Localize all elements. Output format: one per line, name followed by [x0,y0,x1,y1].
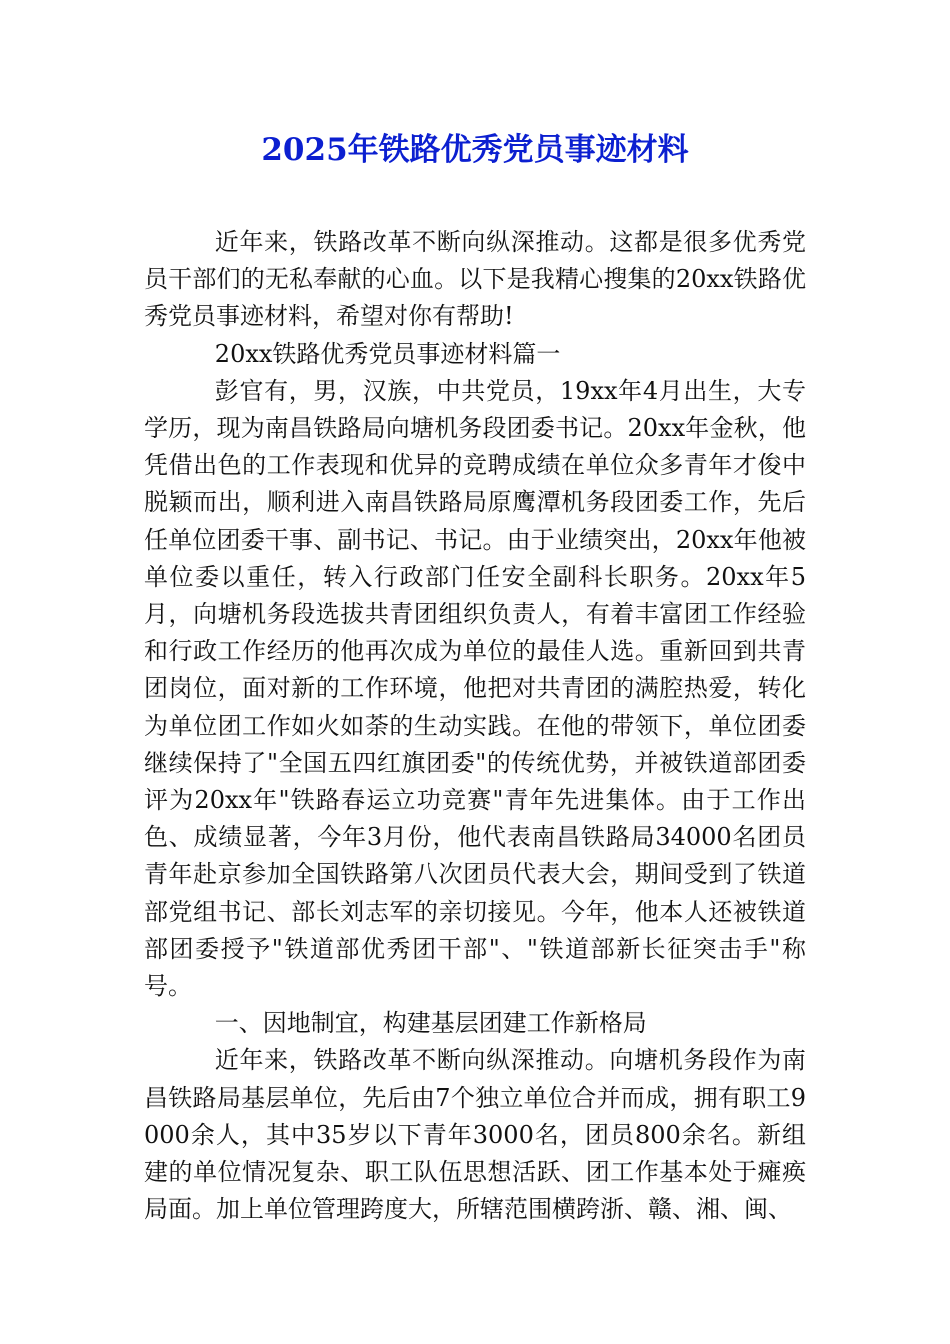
paragraph-section-heading: 20xx铁路优秀党员事迹材料篇一 [214,339,561,368]
paragraph-profile: 彭官有，男，汉族，中共党员，19xx年4月出生，大专学历，现为南昌铁路局向塘机务段团委书记。20xx年金秋，他凭借出色的工作表现和优异的竞聘成绩在单位众多青年才俊中脱颖而出，顺利进入南昌铁路局原鹰潭机务段团委工作，先后任单位团委干事、副书记、书记。由于业绩突出，20xx年他被单位委以重任，转入行政部门任安全副科长职务。20xx年5月，向塘机务段选拔共青团组织负责人，有着丰富团工作经验和行政工作经历的他再次成为单位的最佳人选。重新回到共青团岗位，面对新的工作环境，他把对共青团的满腔热爱，转化为单位团工作如火如荼的生动实践。在他的带领下，单位团委继续保持了"全国五四红旗团委"的传统优势，并被铁道部团委评为20xx年"铁路春运立功竞赛"青年先进集体。由于工作出色、成绩显著，今年3月份，他代表南昌铁路局34000名团员青年赴京参加全国铁路第八次团员代表大会，期间受到了铁道部党组书记、部长刘志军的亲切接见。今年，他本人还被铁道部团委授予"铁道部优秀团干部"、"铁道部新长征突击手"称号。 [144,376,806,1001]
document-title: 2025年铁路优秀党员事迹材料 [261,132,689,168]
document-body [144,224,806,1228]
paragraph-background: 近年来，铁路改革不断向纵深推动。向塘机务段作为南昌铁路局基层单位，先后由7个独立单位合并而成，拥有职工9000余人，其中35岁以下青年3000名，团员800余名。新组建的单位情况复杂、职工队伍思想活跃、团工作基本处于瘫痪局面。加上单位管理跨度大，所辖范围横跨浙、赣、湘、闽、 [144,1046,806,1224]
paragraph-subheading: 一、因地制宜，构建基层团建工作新格局 [214,1009,647,1038]
paragraph-intro: 近年来，铁路改革不断向纵深推动。这都是很多优秀党员干部们的无私奉献的心血。以下是我精心搜集的20xx铁路优秀党员事迹材料，希望对你有帮助! [144,228,806,331]
